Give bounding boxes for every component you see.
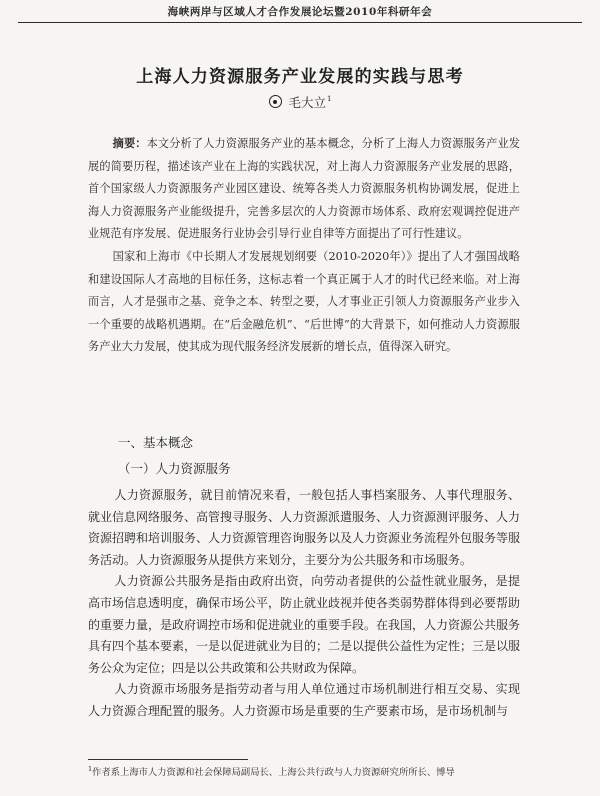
abstract-paragraph: 国家和上海市《中长期人才发展规划纲要（2010-2020年）》提出了人才强国战略和建设国际人才高地的目标任务，这标志着一个真正属于人才的时代已经来临。对上海而言，人才是强市之基、竞争之本、转型之要，人才事业正引领人力资源服务产业步入一个重要的战略机遇期。在“后金融危机”、“后世博”的大背景下，如何推动人力资源服务产业大力发展，使其成为现代服务经济发展新的增长点，值得深入研究。 bbox=[88, 249, 520, 354]
body-paragraph: 人力资源服务，就目前情况来看，一般包括人事档案服务、人事代理服务、就业信息网络服务、高管搜寻服务、人力资源派遣服务、人力资源测评服务、人力资源招聘和培训服务、人力资源管理咨询服务以及人力资源业务流程外包服务等服务活动。人力资源服务从提供方来划分，主要分为公共服务和市场服务。 bbox=[88, 488, 521, 567]
abstract-paragraph bbox=[88, 132, 520, 246]
abstract bbox=[88, 132, 520, 359]
author-footnote-mark: 1 bbox=[327, 95, 332, 103]
author-name: 毛大立 bbox=[288, 95, 327, 110]
author-line bbox=[0, 93, 600, 111]
paper-title: 上海人力资源服务产业发展的实践与思考 bbox=[136, 67, 464, 87]
body-paragraph: 人力资源公共服务是指由政府出资，向劳动者提供的公益性就业服务，是提高市场信息透明度，确保市场公平，防止就业歧视并使各类弱势群体得到必要帮助的重要力量，是政府调控市场和促进就业的重要手段。在我国，人力资源公共服务具有四个基本要素，一是以促进就业为目的；二是以提供公益性为定性；三是以服务公众为定位；四是以公共政策和公共财政为保障。 bbox=[88, 574, 521, 675]
footnote-rule bbox=[88, 759, 248, 760]
footnote-mark: 1 bbox=[88, 765, 93, 773]
author-bullet-icon bbox=[269, 95, 282, 108]
header-rule bbox=[18, 22, 582, 23]
abstract-label: 摘要： bbox=[112, 136, 147, 150]
subsection-heading: （一）人力资源服务 bbox=[118, 461, 231, 476]
running-header: 海峡两岸与区域人才合作发展论坛暨2010年科研年会 bbox=[167, 6, 433, 18]
body-text bbox=[88, 485, 520, 723]
body-paragraph: 人力资源市场服务是指劳动者与用人单位通过市场机制进行相互交易、实现人力资源合理配置的服务。人力资源市场是重要的生产要素市场，是市场机制与 bbox=[88, 682, 520, 718]
footnote bbox=[88, 764, 558, 778]
abstract-text: 本文分析了人力资源服务产业的基本概念，分析了上海人力资源服务产业发展的简要历程，描述该产业在上海的实践状况，对上海人力资源服务产业发展的思路，首个国家级人力资源服务产业园区建设、统筹各类人力资源服务机构协调发展，促进上海人力资源服务产业能级提升，完善多层次的人力资源市场体系、政府宏观调控促进产业规范有序发展、促进服务行业协会引导行业自律等方面提出了可行性建议。 bbox=[88, 137, 520, 241]
section-heading: 一、基本概念 bbox=[118, 435, 194, 450]
footnote-text: 作者系上海市人力资源和社会保障局副局长、上海公共行政与人力资源研究所所长、博导 bbox=[92, 767, 455, 778]
